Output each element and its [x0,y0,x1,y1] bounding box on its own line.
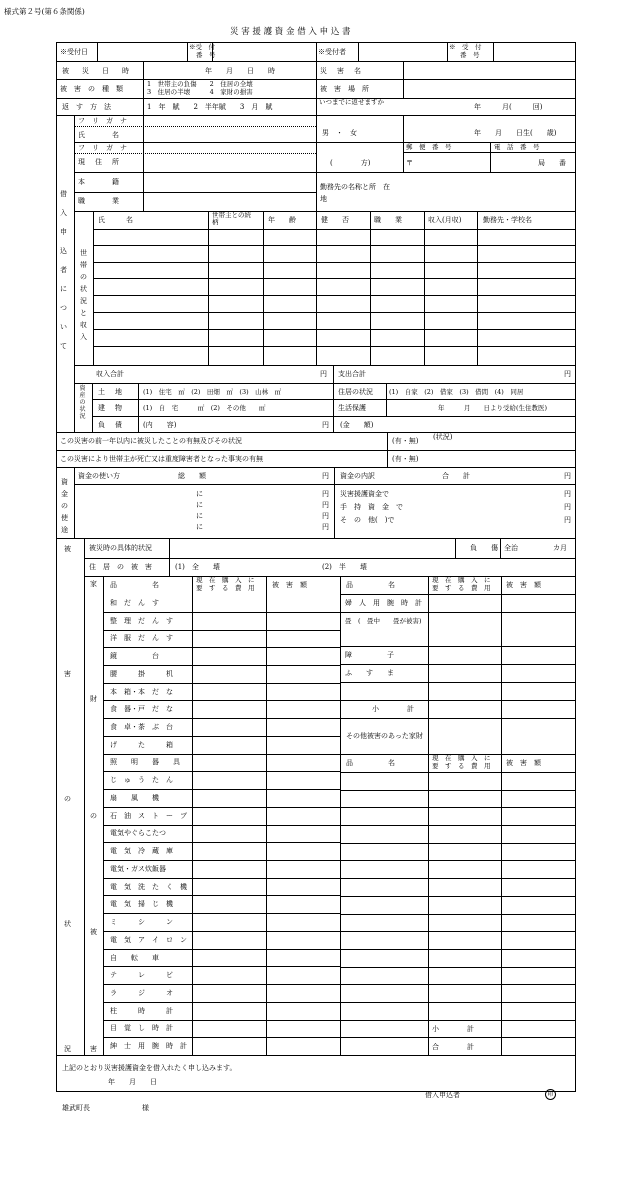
fund-yen-4: 円 [322,523,329,531]
phone-station-label: 局 番 [538,159,566,167]
goods-left-item: 電 気 洗 た く 機 [110,882,187,891]
address-label: 現 住 所 [78,158,121,166]
expense-total-yen: 円 [564,370,571,378]
goods-left-item: 整 理 だ ん す [110,616,173,625]
house-damage-half: (2) 半 壊 [322,563,367,571]
damage-col-label-1: 被 [64,545,71,553]
household-col-occupation: 職 業 [374,216,402,224]
goods-left-item: 照 明 器 具 [110,758,180,767]
goods-left-item: げ た 箱 [110,740,173,749]
goods-left-item: じ ゅ う た ん [110,776,173,785]
workplace-label: 勤務先の名称と所 在 地 [320,183,397,203]
damage-kind-label: 被 害 の 種 類 [60,85,123,93]
debt-content: (内 容) [143,421,177,429]
occupation-label: 職 業 [78,197,121,205]
fund-total-label: 総 額 [178,472,206,480]
goods-left-item: 電気やぐらこたつ [110,829,166,838]
heal-label: 全治 [504,544,518,552]
household-label: 世帯の状況と収入 [80,249,87,341]
goods-left-item: テ レ ビ [110,971,173,980]
goods-left-item: 和 だ ん す [110,598,159,607]
goods-right-item-3: 障 子 [345,651,394,659]
fund-ni-2: に [196,501,203,509]
goods-left-item: 石 油 ス ト ー ブ [110,811,187,820]
income-total-label: 収入合計 [96,370,124,378]
goods-total: 合 計 [432,1043,474,1051]
goods-col-amount-right: 被 害 額 [506,581,541,589]
phone-number-header: 電 話 番 号 [494,143,540,151]
goods-right-item-2: 畳 ( 畳中 畳が被害) [345,617,422,625]
fund-breakdown-label: 資金の内訳 [340,472,375,480]
housing-options: (1) 自家 (2) 借家 (3) 借間 (4) 同居 [389,388,524,396]
disaster-date-label: 被 災 日 時 [62,67,132,75]
receipt-number-label: ※受 付 [189,43,215,51]
welfare-label: 生活保護 [338,404,366,412]
goods-col-item-right: 品 名 [346,581,395,589]
fund-yen-3: 円 [322,512,329,520]
damage-kind-options-2: 3 住居の半壊 4 家財の損害 [147,88,253,96]
debt-yen: 円 [322,421,329,429]
debt-label: 負 債 [98,421,124,429]
domicile-label: 本 籍 [78,178,121,186]
repay-method-label: 返 す 方 法 [62,103,111,111]
prior-disaster-question: この災害の前一年以内に被災したことの有無及びその状況 [60,437,242,445]
prior-disaster-state: (状況) [433,433,453,441]
furigana2-label: フ リ ガ ナ [78,144,127,152]
furigana-label: フ リ ガ ナ [78,117,127,125]
prior-disaster-answer: (有・無) [392,437,419,445]
disaster-name-label: 災 害 名 [320,67,363,75]
other-goods-col-cost: 現 在 購 入 に [432,754,491,762]
goods-col-label-5: 害 [90,1045,97,1053]
repay-method-options: 1 年 賦 2 半年賦 3 月 賦 [147,103,273,111]
fund-ni-1: に [196,490,203,498]
goods-right-item-1: 婦 人 用 腕 時 計 [345,599,422,607]
goods-left-item: 電 気 掃 じ 機 [110,900,173,909]
house-damage-full: (1) 全 壊 [175,563,220,571]
household-col-health: 健 否 [321,216,349,224]
goods-left-item: 腰 掛 机 [110,669,173,678]
expense-total-label: 支出合計 [338,370,366,378]
goods-col-cost-right: 現 在 購 入 に [432,576,491,584]
damage-col-label-4: 状 [64,920,71,928]
applicant-section-label: 借入申込者について [60,190,67,350]
goods-left-item: 目 覚 し 時 計 [110,1024,173,1033]
goods-left-item: 食 卓・茶 ぶ 台 [110,723,173,731]
mayor-honorific: 様 [142,1104,149,1112]
application-date: 年 月 日 [108,1078,157,1086]
goods-left-item: 扇 風 機 [110,793,159,802]
goods-left-item: 自 転 車 [110,953,159,962]
assets-label: 資産の状況 [79,385,86,420]
goods-left-item: 電気・ガス炊飯器 [110,864,166,873]
fund-sum-yen: 円 [564,472,571,480]
fund-sum-label: 合 計 [442,472,470,480]
damage-col-label-2: 害 [64,670,71,678]
repay-until-format: 年 月( 回) [474,103,543,111]
mayor-label: 雄武町長 [62,1104,90,1112]
receipt-number2-label: ※ 受 付 [449,43,482,51]
housing-label: 住居の状況 [338,388,373,396]
applicant-signature-label: 借入申込者 [425,1091,460,1099]
injury-label: 負 傷 [470,544,498,552]
death-disability-question: この災害により世帯主が死亡又は重度障害者となった事実の有無 [60,455,263,463]
other-goods-label: その他被害のあった家財 [346,732,423,740]
goods-right-subtotal: 小 計 [372,705,414,713]
goods-col-item: 品 名 [110,581,159,589]
fund-use-label: 資金の使途 [61,478,68,534]
building-label: 建 物 [98,404,124,412]
seal-icon: 印 [545,1089,556,1100]
address-direction: ( 方) [330,159,371,167]
fund-source-relief: 災害援護資金で [340,490,389,498]
goods-col-label-4: 被 [90,928,97,936]
damage-kind-options-1: 1 世帯主の負傷 2 住居の全壊 [147,80,253,88]
goods-right-item-4: ふ す ま [345,669,394,677]
repay-until-label: いつまでに返せますか [319,98,384,106]
goods-col-label-1: 家 [90,580,97,588]
receipt-date-label: ※受付日 [60,48,88,56]
goods-left-item: ミ シ ン [110,918,173,926]
goods-left-item: 柱 時 計 [110,1006,173,1015]
goods-left-item: ラ ジ オ [110,988,173,997]
disaster-date-format: 年 月 日 時 [205,67,275,75]
household-col-name: 氏 名 [98,216,133,224]
postal-code-header: 郵 便 番 号 [406,143,452,151]
postal-mark: 〒 [406,159,413,167]
fund-source-own: 手 持 資 金 で [340,503,403,511]
goods-col-amount: 被 害 額 [272,581,307,589]
heal-months-label: カ月 [553,544,567,552]
damage-place-label: 被 害 場 所 [320,85,369,93]
land-options: (1) 住宅 ㎡ (2) 田畑 ㎡ (3) 山林 ㎡ [143,388,282,396]
household-col-relation: 世帯主との続 柄 [212,211,258,226]
income-total-yen: 円 [320,370,327,378]
form-code: 様式第２号(第６条関係) [4,7,85,16]
goods-left-item: 紳 士 用 腕 時 計 [110,1042,187,1051]
fund-method-label: 資金の使い方 [78,472,120,480]
household-col-age: 年 齢 [268,216,296,224]
goods-left-item: 洋 服 だ ん す [110,634,173,643]
sex-select: 男 ・ 女 [322,129,357,137]
household-col-income: 収入(月収) [428,216,462,224]
name-label: 氏 名 [78,131,121,139]
welfare-format: 年 月 日より受給(生住教医) [438,404,548,412]
fund-yen-1: 円 [322,490,329,498]
goods-left-item: 電 気 冷 蔵 庫 [110,847,173,856]
fund-ni-4: に [196,523,203,531]
fund-ni-3: に [196,512,203,520]
birth-date-format: 年 月 日生( 歳) [474,129,557,137]
damage-col-label-3: の [64,795,71,803]
application-statement: 上記のとおり災害援護資金を借入れたく申し込みます。 [62,1064,237,1072]
household-col-workplace: 勤務先・学校名 [483,216,532,224]
fund-total-yen: 円 [322,472,329,480]
form-title: 災 害 援 護 資 金 借 入 申 込 書 [230,27,351,37]
goods-col-label-3: の [90,812,97,820]
goods-col-cost: 現 在 購 入 に [196,576,255,584]
goods-subtotal-2: 小 計 [432,1025,474,1033]
fund-source-other: そ の 他( )で [340,516,395,524]
house-damage-label: 住 居 の 被 害 [89,563,152,571]
specific-situation-label: 被災時の具体的状況 [89,544,152,552]
goods-left-item: 電 気 ア イ ロ ン [110,935,187,944]
other-goods-col-amount: 被 害 額 [506,759,541,767]
building-options: (1) 自 宅 ㎡ (2) その他 ㎡ [143,404,266,412]
goods-col-label-2: 財 [90,695,97,703]
land-label: 土 地 [98,388,124,396]
damage-col-label-5: 況 [64,1045,71,1053]
other-goods-col-item: 品 名 [346,759,395,767]
death-disability-answer: (有・無) [392,455,419,463]
debt-amount: (金 額) [340,421,374,429]
goods-left-item: 本 箱・本 だ な [110,687,173,696]
receiver-label: ※受付者 [318,48,346,56]
goods-left-item: 鏡 台 [110,652,159,661]
goods-left-item: 食 器・戸 だ な [110,705,173,714]
fund-yen-2: 円 [322,501,329,509]
